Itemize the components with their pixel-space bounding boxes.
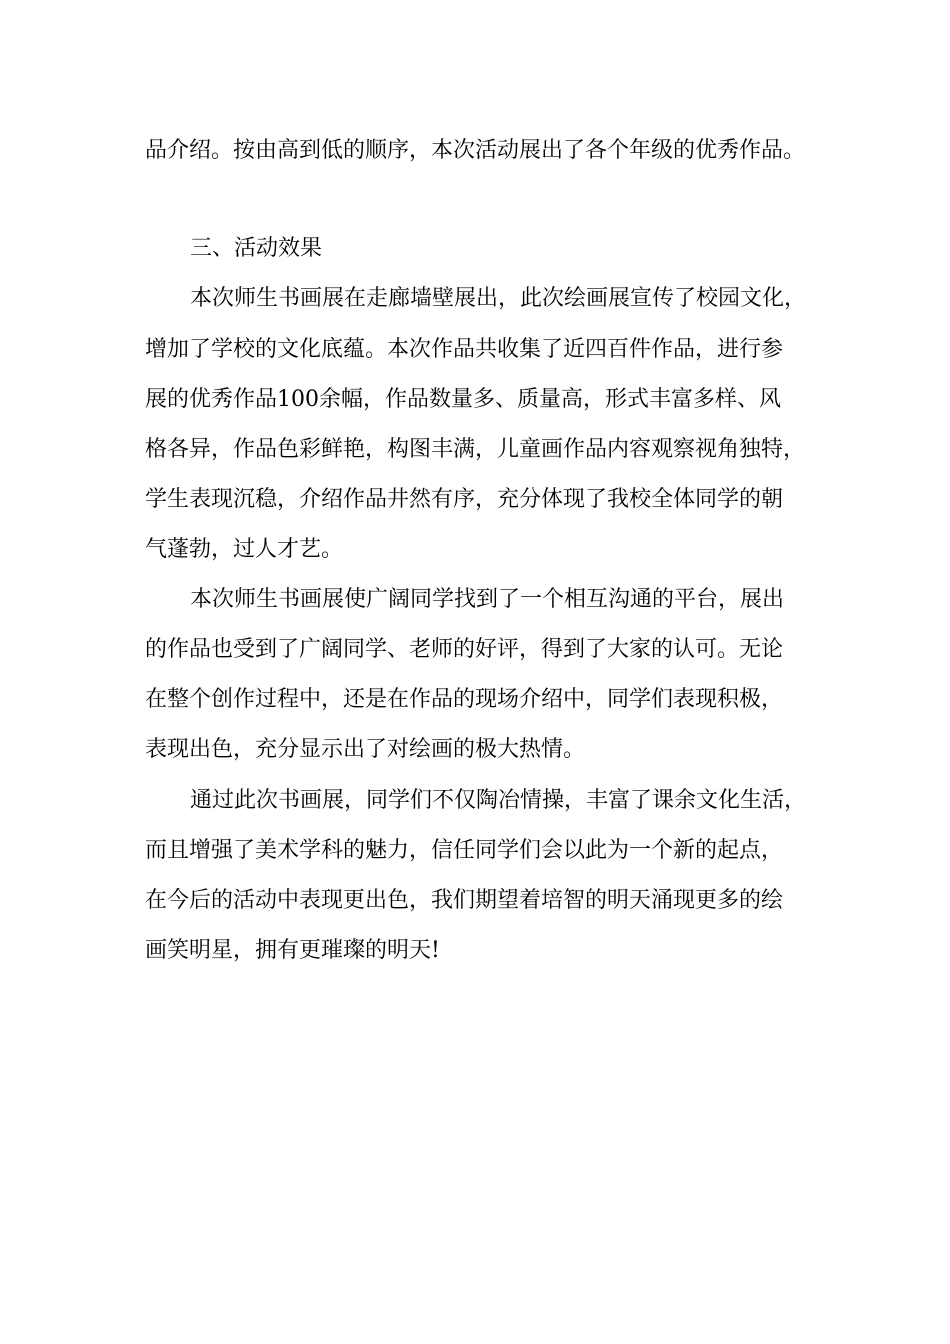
paragraph-1-line-4: 格各异，作品色彩鲜艳，构图丰满，儿童画作品内容观察视角独特， xyxy=(145,437,806,462)
paragraph-1-line-5: 学生表现沉稳，介绍作品井然有序，充分体现了我校全体同学的朝 xyxy=(145,487,784,512)
paragraph-2-line-1: 本次师生书画展使广阔同学找到了一个相互沟通的平台，展出 xyxy=(190,587,785,612)
paragraph-1-line-1: 本次师生书画展在走廊墙壁展出，此次绘画展宣传了校园文化， xyxy=(190,286,807,311)
paragraph-3-line-1: 通过此次书画展，同学们不仅陶冶情操，丰富了课余文化生活， xyxy=(190,788,807,813)
paragraph-2-line-4: 表现出色，充分显示出了对绘画的极大热情。 xyxy=(145,737,586,762)
paragraph-1-line-6: 气蓬勃，过人才艺。 xyxy=(145,537,344,562)
paragraph-3-line-3: 在今后的活动中表现更出色，我们期望着培智的明天涌现更多的绘 xyxy=(145,888,784,913)
intro-continuation-line: 品介绍。按由高到低的顺序，本次活动展出了各个年级的优秀作品。 xyxy=(145,138,806,163)
paragraph-2-line-2: 的作品也受到了广阔同学、老师的好评，得到了大家的认可。无论 xyxy=(145,637,784,662)
section-heading: 三、活动效果 xyxy=(190,236,323,261)
paragraph-2-line-3: 在整个创作过程中，还是在作品的现场介绍中，同学们表现积极， xyxy=(145,687,784,712)
paragraph-1-line-3: 展的优秀作品100余幅，作品数量多、质量高，形式丰富多样、风 xyxy=(145,387,781,412)
paragraph-1-line-2: 增加了学校的文化底蕴。本次作品共收集了近四百件作品，进行参 xyxy=(145,337,784,362)
paragraph-3-line-4: 画笑明星，拥有更璀璨的明天! xyxy=(145,938,440,963)
paragraph-3-line-2: 而且增强了美术学科的魅力，信任同学们会以此为一个新的起点， xyxy=(145,838,784,863)
